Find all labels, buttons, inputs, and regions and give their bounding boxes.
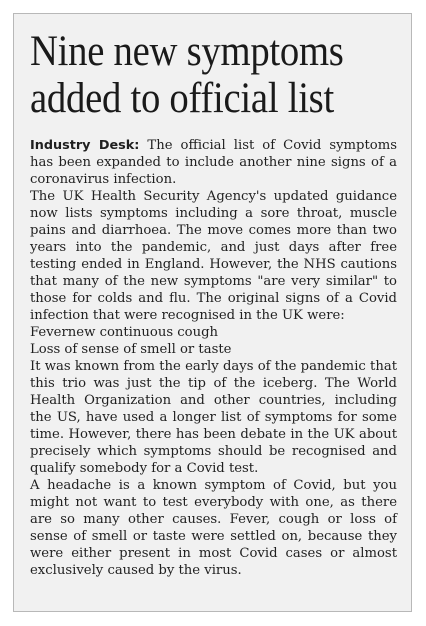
headline-line-1: Nine new symptoms	[30, 28, 344, 75]
symptom-line-1: Fevernew continuous cough	[30, 325, 219, 340]
article-body	[30, 137, 397, 579]
paragraph-guidance: The UK Health Security Agency's updated guidance now lists symptoms including a sore throat, muscle pains and diarrhoea. The move comes more than two years into the pandemic, and just days after free testing ended in England. However, the NHS cautions that many of the new symptoms "are very similar" to those for colds and flu. The original signs of a Covid infection that were recognised in the UK were:	[30, 189, 397, 323]
desk-label: Industry Desk:	[30, 138, 140, 153]
symptom-line-2: Loss of sense of smell or taste	[30, 342, 232, 357]
headline	[30, 28, 412, 122]
headline-line-2: added to official list	[30, 75, 334, 122]
lead-text: The official list of Covid symptoms has been expanded to include another nine signs of a coronavirus infection.	[30, 138, 398, 187]
newspaper-clipping	[13, 13, 412, 612]
lead-paragraph	[30, 137, 397, 188]
paragraph-headache: A headache is a known symptom of Covid, but you might not want to test everybody with one, as there are so many other causes. Fever, cough or loss of sense of smell or taste were settled on, because they were either present in most Covid cases or almost exclusively caused by the virus.	[30, 478, 397, 578]
paragraph-iceberg: It was known from the early days of the pandemic that this trio was just the tip of the iceberg. The World Health Organization and other countries, including the US, have used a longer list of symptoms for some time. However, there has been debate in the UK about precisely which symptoms should be recognised and qualify somebody for a Covid test.	[30, 359, 397, 476]
